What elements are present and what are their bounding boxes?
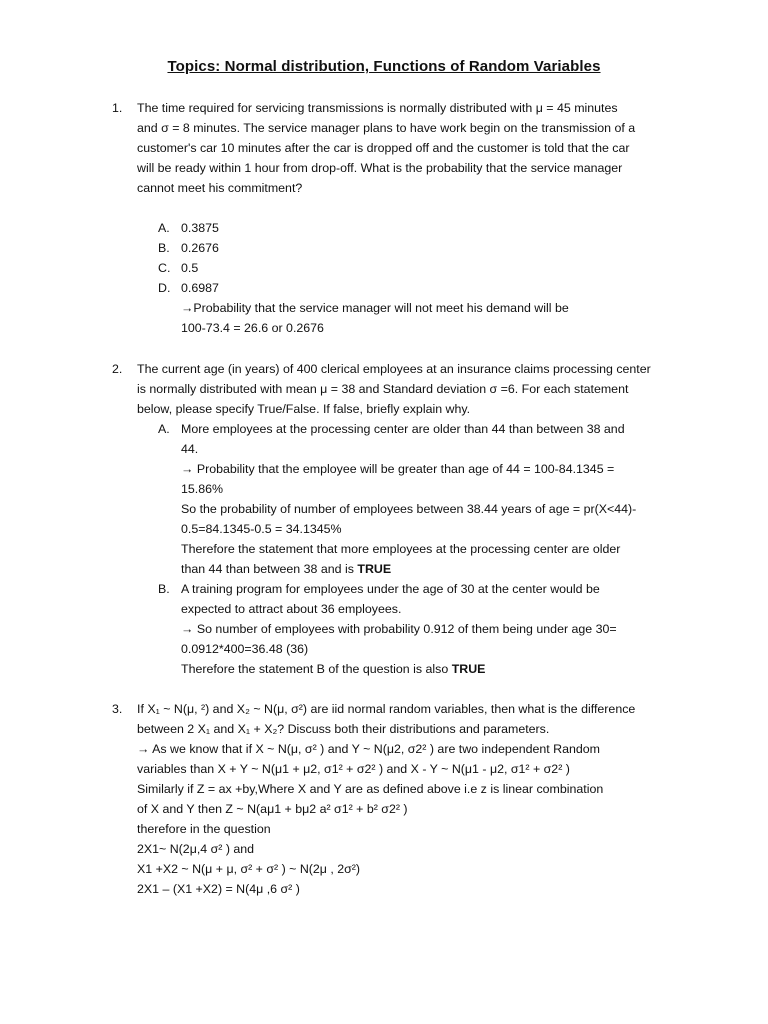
statement-a-conclusion-text: than 44 than between 38 and is <box>181 562 354 576</box>
q3-line: Similarly if Z = ax +by,Where X and Y are as defined above i.e z is linear combination <box>137 782 604 796</box>
q1-line: customer's car 10 minutes after the car is dropped off and the customer is told that the car <box>137 141 630 155</box>
option-letter: D. <box>158 281 171 295</box>
option-text: 0.6987 <box>181 281 219 295</box>
q2-line: below, please specify True/False. If false, briefly explain why. <box>137 402 471 416</box>
q3-line: If X₁ ~ N(μ, ²) and X₂ ~ N(μ, σ²) are iid normal random variables, then what is the difference <box>137 702 636 716</box>
option-text: 0.2676 <box>181 241 219 255</box>
answer-line: 100-73.4 = 26.6 or 0.2676 <box>181 321 324 335</box>
statement-b-line: 0.0912*400=36.48 (36) <box>181 642 309 656</box>
q1-line: The time required for servicing transmissions is normally distributed with μ = 45 minutes <box>137 101 618 115</box>
true-label: TRUE <box>451 662 486 676</box>
statement-a-letter: A. <box>158 422 170 436</box>
q3-line: variables than X + Y ~ N(μ1 + μ2, σ1² + σ2² ) and X - Y ~ N(μ1 - μ2, σ1² + σ2² ) <box>137 762 570 776</box>
statement-a-line: More employees at the processing center are older than 44 than between 38 and <box>181 422 625 436</box>
question-2-number: 2. <box>112 362 123 376</box>
statement-a-line: 0.5=84.1345-0.5 = 34.1345% <box>181 522 342 536</box>
question-3-number: 3. <box>112 702 123 716</box>
q1-line: cannot meet his commitment? <box>137 181 303 195</box>
q3-line: X1 +X2 ~ N(μ + μ, σ² + σ² ) ~ N(2μ , 2σ²) <box>137 862 361 876</box>
page-title: Topics: Normal distribution, Functions of Random Variables <box>167 58 601 75</box>
q3-line: → As we know that if X ~ N(μ, σ² ) and Y ~ N(μ2, σ2² ) are two independent Random <box>137 742 601 756</box>
statement-b-letter: B. <box>158 582 170 596</box>
q1-line: and σ = 8 minutes. The service manager plans to have work begin on the transmission of a <box>137 121 636 135</box>
statement-b-conclusion-text: Therefore the statement B of the question is also <box>181 662 449 676</box>
q3-line: of X and Y then Z ~ N(aμ1 + bμ2 a² σ1² + b² σ2² ) <box>137 802 408 816</box>
q3-line: 2X1 – (X1 +X2) = N(4μ ,6 σ² ) <box>137 882 300 896</box>
statement-a-line: 15.86% <box>181 482 224 496</box>
q3-line: therefore in the question <box>137 822 271 836</box>
statement-b-line: A training program for employees under the age of 30 at the center would be <box>181 582 600 596</box>
q2-line: The current age (in years) of 400 clerical employees at an insurance claims processing center <box>137 362 651 376</box>
option-letter: C. <box>158 261 171 275</box>
statement-a-line: 44. <box>181 442 199 456</box>
option-letter: B. <box>158 241 170 255</box>
q3-line: 2X1~ N(2μ,4 σ² ) and <box>137 842 255 856</box>
statement-a-conclusion <box>181 559 391 579</box>
option-letter: A. <box>158 221 170 235</box>
statement-b-line: expected to attract about 36 employees. <box>181 602 402 616</box>
statement-a-line: Therefore the statement that more employees at the processing center are older <box>181 542 621 556</box>
statement-b-conclusion <box>181 659 485 679</box>
statement-a-line: So the probability of number of employees between 38.44 years of age = pr(X<44)- <box>181 502 637 516</box>
statement-a-line: → Probability that the employee will be greater than age of 44 = 100-84.1345 = <box>181 462 615 476</box>
statement-b-line: → So number of employees with probability 0.912 of them being under age 30= <box>181 622 617 636</box>
q1-line: will be ready within 1 hour from drop-off. What is the probability that the service manager <box>137 161 623 175</box>
q2-line: is normally distributed with mean μ = 38 and Standard deviation σ =6. For each statement <box>137 382 629 396</box>
answer-line: →Probability that the service manager will not meet his demand will be <box>181 301 569 315</box>
true-label: TRUE <box>357 562 392 576</box>
question-1-number: 1. <box>112 101 123 115</box>
option-text: 0.5 <box>181 261 199 275</box>
option-text: 0.3875 <box>181 221 219 235</box>
q3-line: between 2 X₁ and X₁ + X₂? Discuss both their distributions and parameters. <box>137 722 550 736</box>
